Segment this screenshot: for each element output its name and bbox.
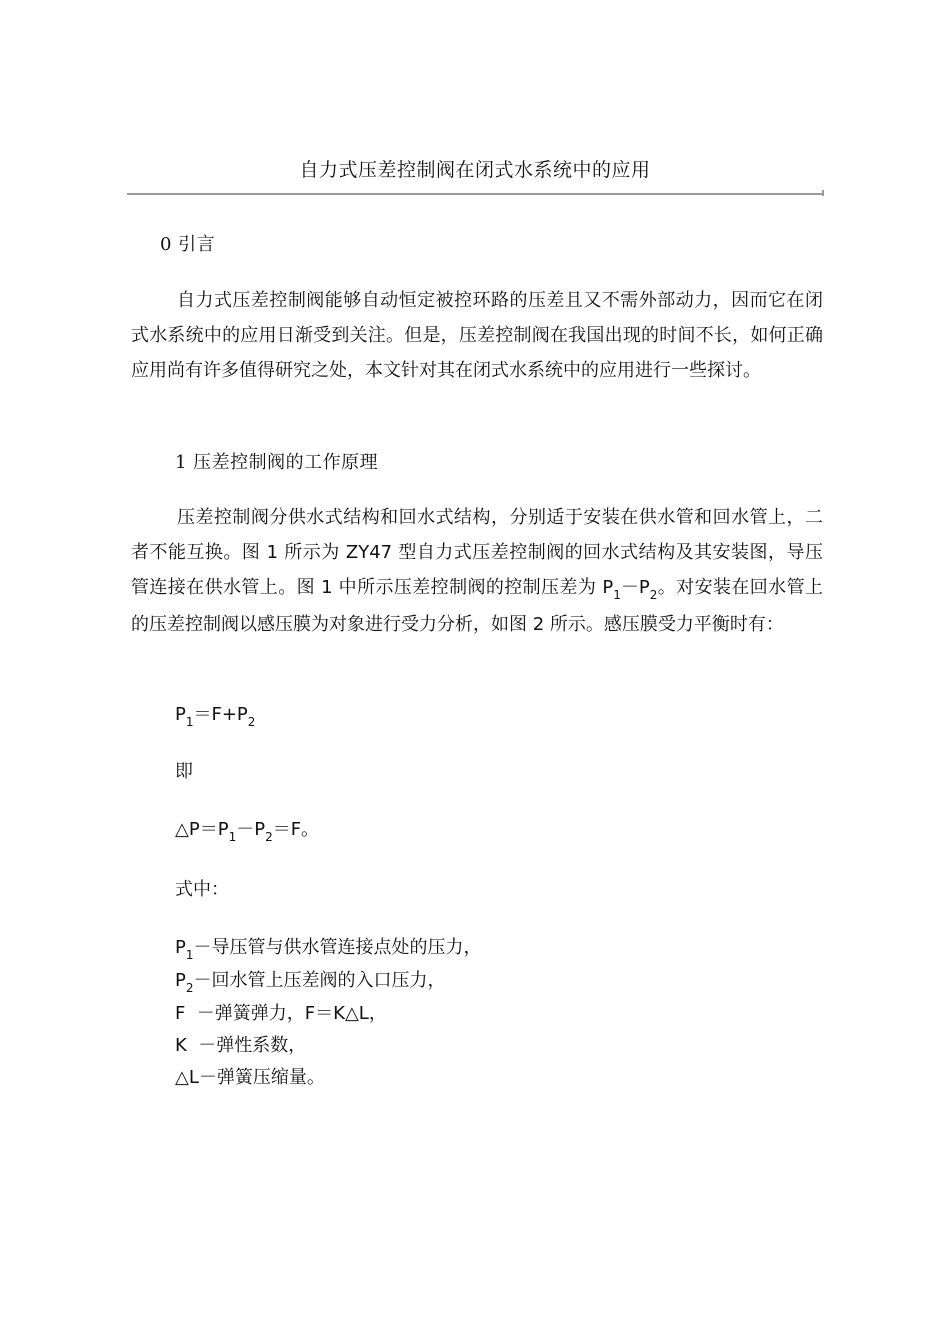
text-ji: 即 xyxy=(175,761,193,782)
section-heading-principle: 1 压差控制阀的工作原理 xyxy=(175,452,379,473)
figure-ref: 2 xyxy=(532,614,545,635)
definitions-list xyxy=(175,932,482,1094)
principle-paragraph xyxy=(131,500,823,642)
minus-sign: － xyxy=(620,577,639,598)
definition-text: －弹簧弹力，F＝K△L， xyxy=(185,1003,387,1024)
intro-paragraph: 自力式压差控制阀能够自动恒定被控环路的压差且又不需外部动力，因而它在闭式水系统中的应用日渐受到关注。但是，压差控制阀在我国出现的时间不长，如何正确应用尚有许多值得研究之处，本文针对其在闭式水系统中的应用进行一些探讨。 xyxy=(131,290,823,381)
figure-ref: 1 xyxy=(266,542,279,563)
definition-text: －弹簧压缩量。 xyxy=(198,1067,325,1088)
document-title: 自力式压差控制阀在闭式水系统中的应用 xyxy=(299,159,651,181)
equation-balance xyxy=(175,700,256,729)
definition-delta-l xyxy=(175,1062,482,1094)
title-divider xyxy=(127,193,824,195)
paragraph-text: 中所示压差控制阀的控制压差为 xyxy=(332,577,603,598)
definition-text: －回水管上压差阀的入口压力， xyxy=(193,970,446,991)
section-heading-intro: 0 引言 xyxy=(160,234,216,255)
figure-ref: 1 xyxy=(321,577,333,598)
symbol-p: P xyxy=(602,577,614,598)
title-divider-tick xyxy=(822,190,824,196)
definition-text: －弹性系数， xyxy=(186,1035,307,1056)
definition-p1 xyxy=(175,932,482,965)
paragraph-text: 所示为 xyxy=(278,542,346,563)
definition-symbol: K xyxy=(175,1035,187,1056)
definition-text: －导压管与供水管连接点处的压力， xyxy=(193,937,482,958)
definition-symbol: △L xyxy=(175,1067,199,1088)
text-shizhong: 式中： xyxy=(175,879,229,900)
definition-f xyxy=(175,998,482,1030)
subscript: 1 xyxy=(613,588,621,602)
equation-text: －P xyxy=(236,819,266,840)
paragraph-text: 压差控制阀分供水式结构和回水式结构，分别适于安装在供水管和回水管上，二者不能互换。图 xyxy=(131,507,823,563)
equation-text: ＝F+P xyxy=(193,704,248,725)
paragraph-text: 。对安装在回水管上的压差控制阀以感压膜为对象进行受力分析，如图 xyxy=(131,577,823,635)
subscript: 1 xyxy=(185,948,194,962)
subscript: 2 xyxy=(649,588,658,602)
equation-delta-p xyxy=(175,815,320,844)
definition-symbol: P xyxy=(175,970,186,991)
definition-p2 xyxy=(175,965,482,998)
subscript: 1 xyxy=(185,715,194,729)
paragraph-text: 所示。感压膜受力平衡时有： xyxy=(544,614,784,635)
equation-text: ＝F。 xyxy=(272,819,320,840)
definition-symbol: F xyxy=(175,1003,186,1024)
subscript: 1 xyxy=(228,830,237,844)
subscript: 2 xyxy=(185,981,194,995)
subscript: 2 xyxy=(247,715,256,729)
subscript: 2 xyxy=(265,830,273,844)
symbol-p: P xyxy=(638,577,650,598)
equation-text: △P＝P xyxy=(175,819,229,840)
symbol-p: P xyxy=(175,704,186,725)
model-number: ZY47 xyxy=(345,542,393,563)
paragraph-text: 型自力式压差控制阀的回水式结构及其安装图，导压管连接在供水管上。图 xyxy=(131,542,823,598)
definition-symbol: P xyxy=(175,937,186,958)
definition-k xyxy=(175,1030,482,1062)
